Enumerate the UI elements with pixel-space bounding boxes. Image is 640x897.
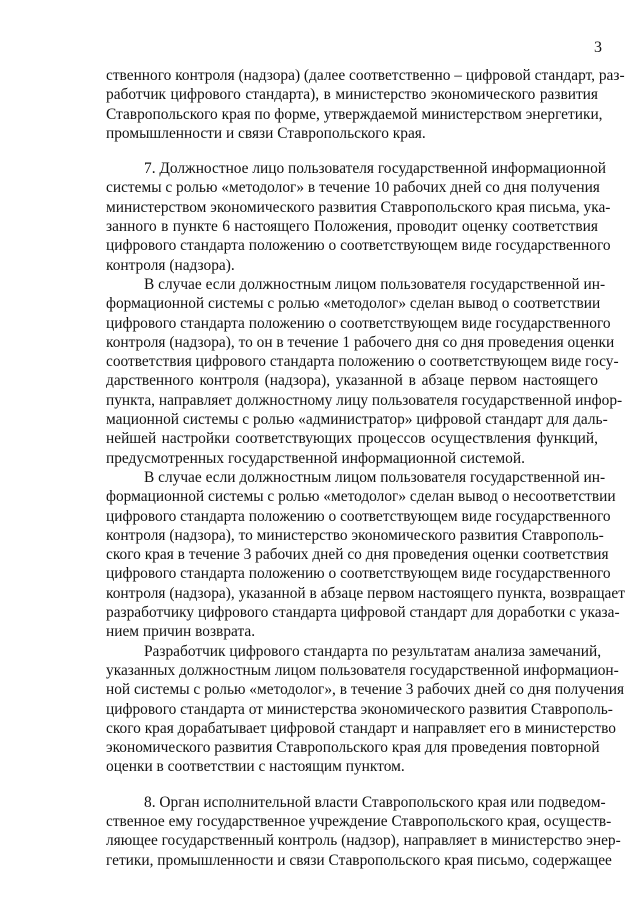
- text-line: Ставропольского края по форме, утверждаемой министерством энергетики,: [106, 105, 603, 123]
- text-line: ной системы с ролью «методолог», в течение 3 рабочих дней со дня получения: [106, 681, 625, 699]
- text-line: оценки в соответствии с настоящим пунктом.: [106, 758, 405, 776]
- text-line: ского края в течение 3 рабочих дней со дня проведения оценки соответствия: [106, 546, 609, 564]
- text-line: пункта, направляет должностному лицу пользователя государственной инфор-: [106, 391, 623, 409]
- text-line: гетики, промышленности и связи Ставропольского края письмо, содержащее: [106, 851, 612, 869]
- text-line: министерством экономического развития Ставропольского края письма, ука-: [106, 198, 611, 216]
- text-line: занного в пункте 6 настоящего Положения, проводит оценку соответствия: [106, 218, 598, 236]
- text-line: цифрового стандарта положению о соответствующем виде государственного: [106, 237, 611, 255]
- text-line: разработчику цифрового стандарта цифровой стандарт для доработки с указа-: [106, 604, 620, 622]
- page-number: 3: [594, 39, 602, 56]
- text-line: контроля (надзора), то он в течение 1 рабочего дня со дня проведения оценки: [106, 333, 615, 351]
- text-line: формационной системы с ролью «методолог» сделан вывод о несоответствии: [106, 488, 616, 506]
- text-line: мационной системы с ролью «администратор» цифровой стандарт для даль-: [106, 411, 608, 429]
- text-line: цифрового стандарта положению о соответствующем виде государственного: [106, 565, 611, 583]
- text-line: нием причин возврата.: [106, 623, 256, 641]
- text-line: контроля (надзора).: [106, 256, 235, 274]
- text-line: промышленности и связи Ставропольского края.: [106, 124, 426, 142]
- paragraph-item-7: [106, 159, 611, 275]
- text-line: цифрового стандарта положению о соответствующем виде государственного: [106, 507, 611, 525]
- text-line: контроля (надзора), то министерство экономического развития Ставрополь-: [106, 526, 604, 544]
- text-line: цифрового стандарта от министерства экономического развития Ставрополь-: [106, 700, 613, 718]
- paragraph-item-8: [106, 793, 621, 870]
- text-line: нейшей настройки соответствующих процессов осуществления функций,: [106, 430, 598, 448]
- text-line: ляющее государственный контроль (надзор), направляет в министерство энер-: [106, 832, 621, 850]
- paragraph-continuation: [106, 66, 625, 143]
- paragraph-developer-revision: [106, 642, 625, 777]
- text-line: соответствия цифрового стандарта положению о соответствующем виде госу-: [106, 353, 619, 371]
- text-line: 7. Должностное лицо пользователя государственной информационной: [144, 160, 607, 178]
- paragraph-conformity: [106, 275, 623, 468]
- text-line: системы с ролью «методолог» в течение 10 рабочих дней со дня получения: [106, 179, 600, 197]
- paragraph-nonconformity: [106, 468, 625, 642]
- text-line: экономического развития Ставропольского края для проведения повторной: [106, 739, 600, 757]
- text-line: указанных должностным лицом пользователя государственной информацион-: [106, 661, 619, 679]
- document-body: [106, 66, 625, 870]
- text-line: 8. Орган исполнительной власти Ставропольского края или подведом-: [144, 793, 606, 811]
- text-line: Разработчик цифрового стандарта по результатам анализа замечаний,: [144, 642, 602, 660]
- text-line: контроля (надзора), указанной в абзаце первом настоящего пункта, возвращает: [106, 584, 625, 602]
- text-line: предусмотренных государственной информационной системой.: [106, 449, 525, 467]
- text-line: дарственного контроля (надзора), указанной в абзаце первом настоящего: [106, 372, 598, 390]
- text-line: В случае если должностным лицом пользователя государственной ин-: [144, 275, 606, 293]
- text-line: ского края дорабатывает цифровой стандарт и направляет его в министерство: [106, 719, 616, 737]
- text-line: формационной системы с ролью «методолог» сделан вывод о соответствии: [106, 295, 601, 313]
- text-line: работчик цифрового стандарта), в министерство экономического развития: [106, 86, 598, 104]
- text-line: цифрового стандарта положению о соответствующем виде государственного: [106, 314, 611, 332]
- text-line: В случае если должностным лицом пользователя государственной ин-: [144, 468, 606, 486]
- text-line: ственное ему государственное учреждение Ставропольского края, осуществ-: [106, 812, 612, 830]
- text-line: ственного контроля (надзора) (далее соответственно – цифровой стандарт, раз-: [106, 67, 625, 84]
